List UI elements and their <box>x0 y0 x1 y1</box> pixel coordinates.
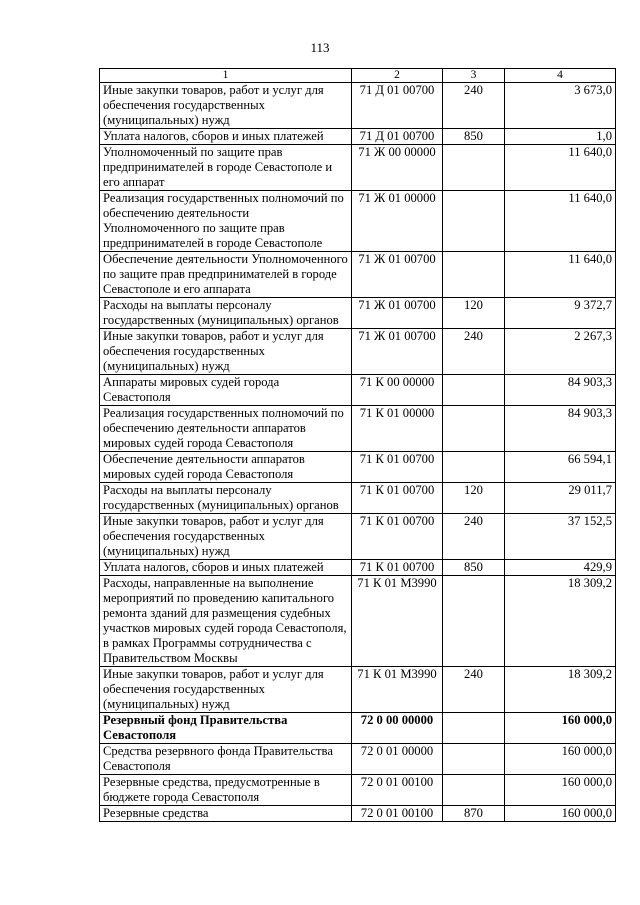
table-row <box>100 560 616 576</box>
table-row <box>100 145 616 191</box>
table-row <box>100 83 616 129</box>
row-expense-type <box>443 576 505 667</box>
row-code: 71 К 01 00000 <box>352 406 443 452</box>
row-name: Средства резервного фонда Правительства Севастополя <box>100 744 352 775</box>
row-name: Реализация государственных полномочий по обеспечению деятельности Уполномоченного по защите прав предпринимателей в городе Севастополе <box>100 191 352 252</box>
table-body <box>100 83 616 822</box>
row-code: 71 К 00 00000 <box>352 375 443 406</box>
row-amount: 84 903,3 <box>505 406 616 452</box>
row-amount: 29 011,7 <box>505 483 616 514</box>
row-expense-type: 870 <box>443 806 505 822</box>
row-code: 71 Ж 01 00700 <box>352 329 443 375</box>
row-amount: 160 000,0 <box>505 775 616 806</box>
row-name: Реализация государственных полномочий по обеспечению деятельности аппаратов мировых судей города Севастополя <box>100 406 352 452</box>
row-amount: 18 309,2 <box>505 576 616 667</box>
row-name: Уплата налогов, сборов и иных платежей <box>100 129 352 145</box>
row-amount: 160 000,0 <box>505 744 616 775</box>
row-expense-type <box>443 775 505 806</box>
table-row <box>100 713 616 744</box>
row-expense-type <box>443 406 505 452</box>
row-amount: 66 594,1 <box>505 452 616 483</box>
row-amount: 1,0 <box>505 129 616 145</box>
row-code: 72 0 01 00000 <box>352 744 443 775</box>
table-row <box>100 576 616 667</box>
header-col-4: 4 <box>505 69 616 83</box>
row-amount: 3 673,0 <box>505 83 616 129</box>
row-expense-type <box>443 252 505 298</box>
row-expense-type <box>443 191 505 252</box>
row-name: Расходы на выплаты персоналу государственных (муниципальных) органов <box>100 298 352 329</box>
row-name: Обеспечение деятельности Уполномоченного по защите прав предпринимателей в городе Севастополе и его аппарата <box>100 252 352 298</box>
row-name: Иные закупки товаров, работ и услуг для обеспечения государственных (муниципальных) нужд <box>100 329 352 375</box>
budget-table <box>99 68 616 822</box>
row-amount: 429,9 <box>505 560 616 576</box>
row-code: 72 0 01 00100 <box>352 806 443 822</box>
table-row <box>100 483 616 514</box>
row-name: Резервные средства, предусмотренные в бюджете города Севастополя <box>100 775 352 806</box>
table-row <box>100 191 616 252</box>
row-name: Резервные средства <box>100 806 352 822</box>
row-amount: 9 372,7 <box>505 298 616 329</box>
row-code: 71 Д 01 00700 <box>352 129 443 145</box>
row-amount: 160 000,0 <box>505 713 616 744</box>
row-expense-type: 240 <box>443 329 505 375</box>
row-amount: 11 640,0 <box>505 191 616 252</box>
row-name: Иные закупки товаров, работ и услуг для обеспечения государственных (муниципальных) нужд <box>100 83 352 129</box>
row-expense-type: 240 <box>443 667 505 713</box>
row-expense-type: 120 <box>443 298 505 329</box>
table-row <box>100 329 616 375</box>
table-row <box>100 667 616 713</box>
row-code: 71 Ж 00 00000 <box>352 145 443 191</box>
row-amount: 18 309,2 <box>505 667 616 713</box>
table-header-row <box>100 69 616 83</box>
row-expense-type: 120 <box>443 483 505 514</box>
row-expense-type <box>443 744 505 775</box>
table-row <box>100 298 616 329</box>
row-expense-type: 850 <box>443 560 505 576</box>
row-amount: 84 903,3 <box>505 375 616 406</box>
table-row <box>100 744 616 775</box>
row-name: Резервный фонд Правительства Севастополя <box>100 713 352 744</box>
row-expense-type: 240 <box>443 514 505 560</box>
row-code: 71 К 01 00700 <box>352 560 443 576</box>
row-code: 71 К 01 00700 <box>352 514 443 560</box>
row-name: Аппараты мировых судей города Севастополя <box>100 375 352 406</box>
row-expense-type: 240 <box>443 83 505 129</box>
row-expense-type <box>443 452 505 483</box>
row-amount: 2 267,3 <box>505 329 616 375</box>
table-row <box>100 775 616 806</box>
header-col-3: 3 <box>443 69 505 83</box>
row-code: 71 Ж 01 00700 <box>352 298 443 329</box>
row-name: Расходы на выплаты персоналу государственных (муниципальных) органов <box>100 483 352 514</box>
row-code: 71 К 01 М3990 <box>352 576 443 667</box>
table-row <box>100 406 616 452</box>
row-name: Иные закупки товаров, работ и услуг для обеспечения государственных (муниципальных) нужд <box>100 667 352 713</box>
row-code: 71 Д 01 00700 <box>352 83 443 129</box>
table-row <box>100 452 616 483</box>
row-name: Расходы, направленные на выполнение мероприятий по проведению капитального ремонта зданий для размещения судебных участков мировых судей города Севастополя, в рамках Программы сотрудничества с Правительством Москвы <box>100 576 352 667</box>
row-amount: 11 640,0 <box>505 145 616 191</box>
header-col-1: 1 <box>100 69 352 83</box>
row-expense-type <box>443 145 505 191</box>
row-name: Обеспечение деятельности аппаратов мировых судей города Севастополя <box>100 452 352 483</box>
table-row <box>100 514 616 560</box>
row-code: 72 0 01 00100 <box>352 775 443 806</box>
header-col-2: 2 <box>352 69 443 83</box>
row-expense-type <box>443 375 505 406</box>
row-name: Иные закупки товаров, работ и услуг для обеспечения государственных (муниципальных) нужд <box>100 514 352 560</box>
page-number: 113 <box>310 40 330 55</box>
row-amount: 11 640,0 <box>505 252 616 298</box>
table-row <box>100 129 616 145</box>
table-row <box>100 806 616 822</box>
row-expense-type: 850 <box>443 129 505 145</box>
row-code: 71 К 01 00700 <box>352 483 443 514</box>
row-expense-type <box>443 713 505 744</box>
row-amount: 160 000,0 <box>505 806 616 822</box>
row-amount: 37 152,5 <box>505 514 616 560</box>
table-row <box>100 375 616 406</box>
row-code: 71 К 01 00700 <box>352 452 443 483</box>
row-code: 72 0 00 00000 <box>352 713 443 744</box>
row-name: Уполномоченный по защите прав предпринимателей в городе Севастополе и его аппарат <box>100 145 352 191</box>
row-code: 71 Ж 01 00000 <box>352 191 443 252</box>
row-name: Уплата налогов, сборов и иных платежей <box>100 560 352 576</box>
row-code: 71 К 01 М3990 <box>352 667 443 713</box>
row-code: 71 Ж 01 00700 <box>352 252 443 298</box>
table-row <box>100 252 616 298</box>
